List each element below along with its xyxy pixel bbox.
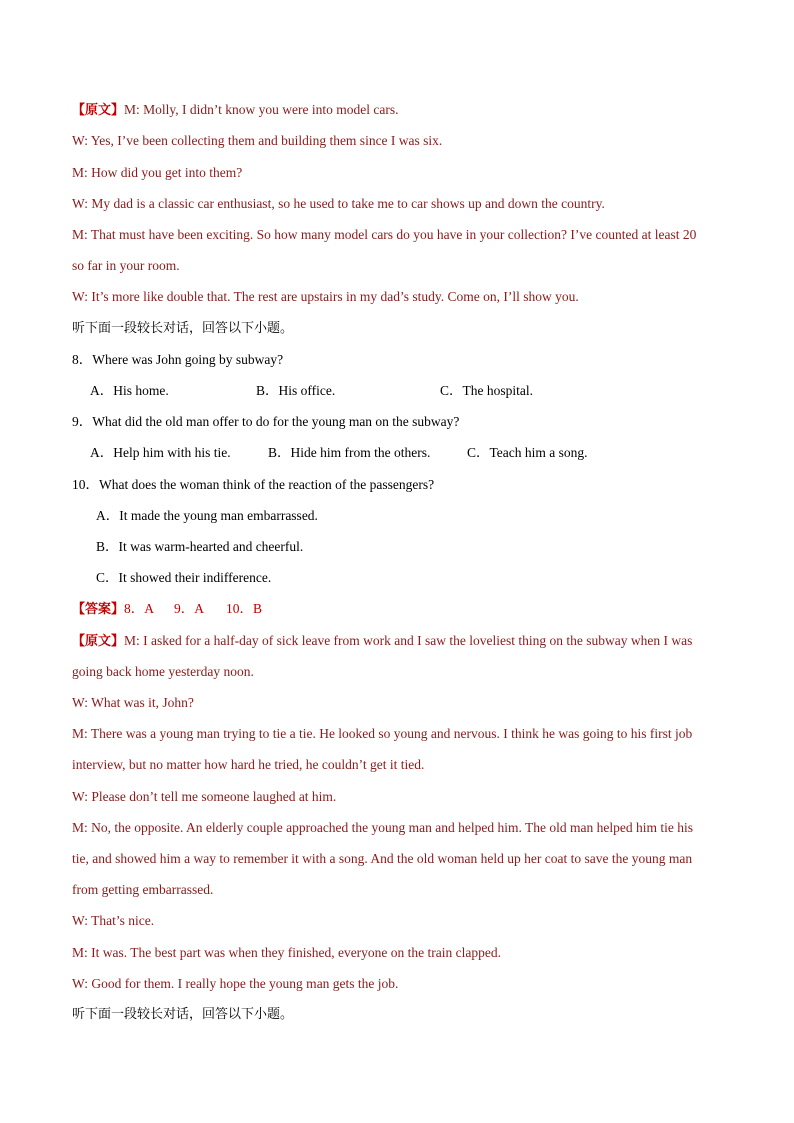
option-b: B．Hide him from the others.	[268, 445, 431, 460]
answer-line	[72, 600, 262, 619]
option-a: A．His home.	[90, 383, 169, 398]
transcript-line: W: What was it, John?	[72, 695, 194, 710]
question-stem: 9．What did the old man offer to do for the young man on the subway?	[72, 414, 460, 429]
transcript-line: M: There was a young man trying to tie a tie. He looked so young and nervous. I think he was going to his first job	[72, 726, 693, 741]
transcript-line: M: No, the opposite. An elderly couple approached the young man and helped him. The old man helped him tie his	[72, 820, 693, 835]
source-tag: 【原文】	[72, 103, 125, 118]
transcript-line	[72, 632, 692, 651]
answer-item: 9．A	[174, 601, 205, 616]
transcript-line: M: It was. The best part was when they finished, everyone on the train clapped.	[72, 945, 502, 960]
transcript-line: M: That must have been exciting. So how many model cars do you have in your collection? I’ve counted at least 20	[72, 227, 697, 242]
transcript-line: W: My dad is a classic car enthusiast, so he used to take me to car shows up and down the country.	[72, 196, 605, 211]
transcript-line: M: How did you get into them?	[72, 165, 243, 180]
transcript-line: going back home yesterday noon.	[72, 664, 254, 679]
transcript-line	[72, 101, 398, 120]
option-a: A．It made the young man embarrassed.	[96, 508, 318, 523]
question-stem: 8．Where was John going by subway?	[72, 352, 284, 367]
source-tag: 【原文】	[72, 634, 125, 649]
transcript-line: W: Please don’t tell me someone laughed at him.	[72, 789, 337, 804]
option-c: C．It showed their indifference.	[96, 570, 272, 585]
option-c: C．Teach him a song.	[467, 445, 588, 460]
transcript-line: W: Good for them. I really hope the young man gets the job.	[72, 976, 399, 991]
instruction-text: 听下面一段较长对话，回答以下小题。	[72, 321, 294, 336]
option-b: B．His office.	[256, 383, 336, 398]
transcript-line: W: That’s nice.	[72, 913, 155, 928]
answer-item: 10．B	[226, 601, 263, 616]
answer-tag: 【答案】	[72, 602, 125, 617]
option-a: A．Help him with his tie.	[90, 445, 231, 460]
option-c: C．The hospital.	[440, 383, 533, 398]
transcript-line: interview, but no matter how hard he tried, he couldn’t get it tied.	[72, 757, 425, 772]
transcript-line: from getting embarrassed.	[72, 882, 214, 897]
question-stem: 10．What does the woman think of the reaction of the passengers?	[72, 477, 435, 492]
transcript-line: W: It’s more like double that. The rest are upstairs in my dad’s study. Come on, I’ll show you.	[72, 289, 579, 304]
transcript-line: tie, and showed him a way to remember it with a song. And the old woman held up her coat to save the young man	[72, 851, 693, 866]
option-b: B．It was warm-hearted and cheerful.	[96, 539, 304, 554]
transcript-line: W: Yes, I’ve been collecting them and building them since I was six.	[72, 133, 443, 148]
transcript-text: M: I asked for a half-day of sick leave from work and I saw the loveliest thing on the subway when I was	[124, 633, 693, 648]
answer-item: 8．A	[124, 601, 155, 616]
transcript-line: so far in your room.	[72, 258, 180, 273]
instruction-text: 听下面一段较长对话，回答以下小题。	[72, 1007, 294, 1022]
transcript-text: M: Molly, I didn’t know you were into model cars.	[124, 102, 399, 117]
